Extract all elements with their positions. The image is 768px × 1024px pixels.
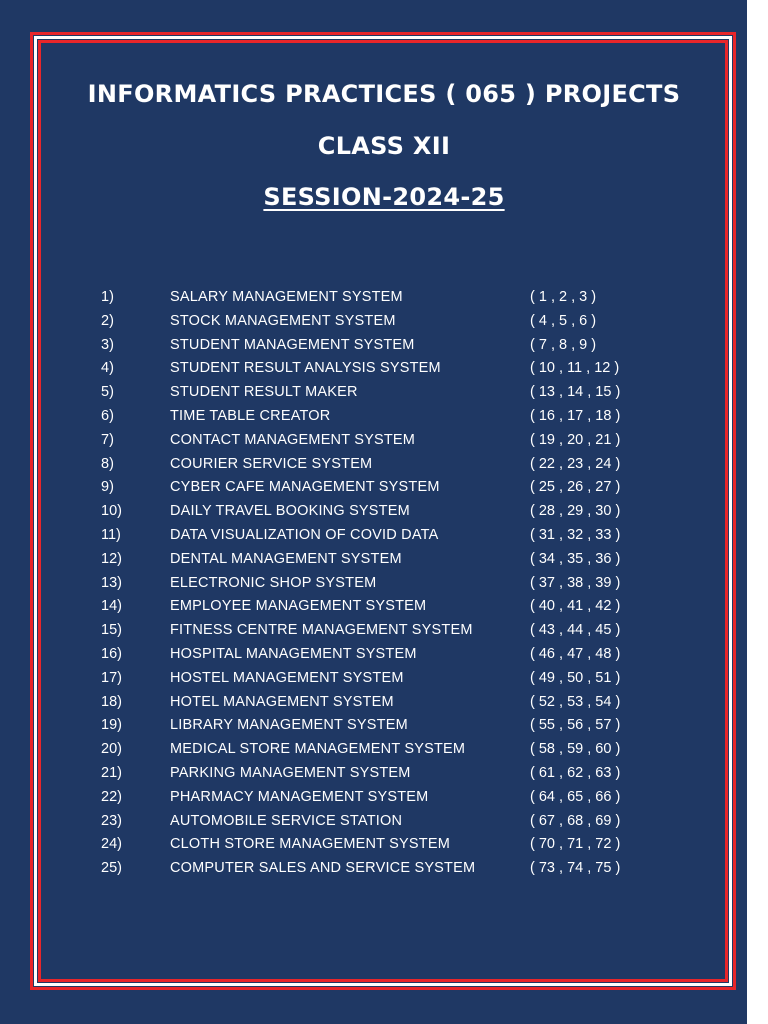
- list-item: [0, 500, 747, 524]
- project-pages: ( 67 , 68 , 69 ): [530, 812, 621, 829]
- project-name: MEDICAL STORE MANAGEMENT SYSTEM: [170, 741, 466, 758]
- project-number: 18): [101, 693, 122, 710]
- project-number: 9): [101, 479, 114, 496]
- project-name: LIBRARY MANAGEMENT SYSTEM: [170, 717, 408, 734]
- project-name: HOSTEL MANAGEMENT SYSTEM: [170, 669, 404, 686]
- project-number: 6): [101, 407, 114, 424]
- project-name: DENTAL MANAGEMENT SYSTEM: [170, 550, 402, 567]
- project-number: 2): [101, 312, 114, 329]
- list-item: [0, 405, 747, 429]
- list-item: [0, 286, 747, 310]
- project-number: 24): [101, 836, 122, 853]
- page-title: INFORMATICS PRACTICES ( 065 ) PROJECTS: [87, 80, 681, 108]
- list-item: [0, 714, 747, 738]
- project-name: HOSPITAL MANAGEMENT SYSTEM: [170, 645, 417, 662]
- project-number: 4): [101, 360, 114, 377]
- list-item: [0, 595, 747, 619]
- list-item: [0, 833, 747, 857]
- project-number: 3): [101, 336, 114, 353]
- project-number: 12): [101, 550, 122, 567]
- project-name: CONTACT MANAGEMENT SYSTEM: [170, 431, 416, 448]
- project-pages: ( 64 , 65 , 66 ): [530, 788, 621, 805]
- project-number: 1): [101, 289, 114, 305]
- project-name: STUDENT MANAGEMENT SYSTEM: [170, 336, 415, 353]
- class-label: CLASS XII: [317, 132, 451, 160]
- project-pages: ( 19 , 20 , 21 ): [530, 431, 621, 448]
- project-pages: ( 55 , 56 , 57 ): [530, 717, 621, 734]
- project-pages: ( 28 , 29 , 30 ): [530, 503, 621, 520]
- session-label: SESSION-2024-25: [263, 183, 505, 211]
- list-item: [0, 857, 747, 881]
- project-name: SALARY MANAGEMENT SYSTEM: [170, 289, 403, 305]
- project-pages: ( 25 , 26 , 27 ): [530, 479, 621, 496]
- project-pages: ( 34 , 35 , 36 ): [530, 550, 621, 567]
- project-number: 14): [101, 598, 122, 615]
- project-name: PHARMACY MANAGEMENT SYSTEM: [170, 788, 429, 805]
- list-item: [0, 334, 747, 358]
- project-pages: ( 61 , 62 , 63 ): [530, 764, 621, 781]
- project-number: 19): [101, 717, 122, 734]
- project-pages: ( 49 , 50 , 51 ): [530, 669, 621, 686]
- project-pages: ( 43 , 44 , 45 ): [530, 622, 621, 639]
- project-name: STOCK MANAGEMENT SYSTEM: [170, 312, 396, 329]
- project-name: PARKING MANAGEMENT SYSTEM: [170, 764, 411, 781]
- project-name: DATA VISUALIZATION OF COVID DATA: [170, 526, 439, 543]
- project-pages: ( 31 , 32 , 33 ): [530, 526, 621, 543]
- project-name: COURIER SERVICE SYSTEM: [170, 455, 373, 472]
- list-item: [0, 524, 747, 548]
- project-pages: ( 58 , 59 , 60 ): [530, 741, 621, 758]
- project-pages: ( 52 , 53 , 54 ): [530, 693, 621, 710]
- project-pages: ( 70 , 71 , 72 ): [530, 836, 621, 853]
- project-number: 5): [101, 384, 114, 401]
- project-number: 13): [101, 574, 122, 591]
- project-name: STUDENT RESULT ANALYSIS SYSTEM: [170, 360, 441, 377]
- project-name: HOTEL MANAGEMENT SYSTEM: [170, 693, 394, 710]
- project-pages: ( 7 , 8 , 9 ): [530, 336, 597, 353]
- project-name: TIME TABLE CREATOR: [170, 407, 331, 424]
- list-item: [0, 476, 747, 500]
- list-item: [0, 786, 747, 810]
- list-item: [0, 762, 747, 786]
- project-pages: ( 37 , 38 , 39 ): [530, 574, 621, 591]
- project-number: 8): [101, 455, 114, 472]
- project-pages: ( 1 , 2 , 3 ): [530, 289, 597, 305]
- project-name: AUTOMOBILE SERVICE STATION: [170, 812, 403, 829]
- project-name: EMPLOYEE MANAGEMENT SYSTEM: [170, 598, 427, 615]
- list-item: [0, 429, 747, 453]
- project-number: 15): [101, 622, 122, 639]
- list-item: [0, 453, 747, 477]
- project-pages: ( 13 , 14 , 15 ): [530, 384, 621, 401]
- project-name: STUDENT RESULT MAKER: [170, 384, 358, 401]
- project-pages: ( 10 , 11 , 12 ): [530, 360, 620, 377]
- project-pages: ( 73 , 74 , 75 ): [530, 860, 621, 877]
- project-pages: ( 4 , 5 , 6 ): [530, 312, 597, 329]
- list-item: [0, 310, 747, 334]
- list-item: [0, 619, 747, 643]
- project-list: [0, 286, 747, 881]
- list-item: [0, 572, 747, 596]
- project-pages: ( 40 , 41 , 42 ): [530, 598, 621, 615]
- project-number: 17): [101, 669, 122, 686]
- project-name: DAILY TRAVEL BOOKING SYSTEM: [170, 503, 410, 520]
- list-item: [0, 643, 747, 667]
- project-number: 10): [101, 503, 122, 520]
- project-pages: ( 46 , 47 , 48 ): [530, 645, 621, 662]
- list-item: [0, 667, 747, 691]
- project-number: 25): [101, 860, 122, 877]
- list-item: [0, 381, 747, 405]
- project-number: 16): [101, 645, 122, 662]
- project-number: 11): [101, 526, 121, 543]
- list-item: [0, 357, 747, 381]
- project-number: 20): [101, 741, 122, 758]
- project-number: 7): [101, 431, 114, 448]
- list-item: [0, 738, 747, 762]
- list-item: [0, 548, 747, 572]
- project-pages: ( 22 , 23 , 24 ): [530, 455, 621, 472]
- project-number: 23): [101, 812, 122, 829]
- project-name: FITNESS CENTRE MANAGEMENT SYSTEM: [170, 622, 473, 639]
- project-name: COMPUTER SALES AND SERVICE SYSTEM: [170, 860, 476, 877]
- project-number: 22): [101, 788, 122, 805]
- list-item: [0, 810, 747, 834]
- project-name: ELECTRONIC SHOP SYSTEM: [170, 574, 377, 591]
- project-name: CLOTH STORE MANAGEMENT SYSTEM: [170, 836, 450, 853]
- project-number: 21): [101, 764, 122, 781]
- project-pages: ( 16 , 17 , 18 ): [530, 407, 621, 424]
- list-item: [0, 691, 747, 715]
- project-name: CYBER CAFE MANAGEMENT SYSTEM: [170, 479, 440, 496]
